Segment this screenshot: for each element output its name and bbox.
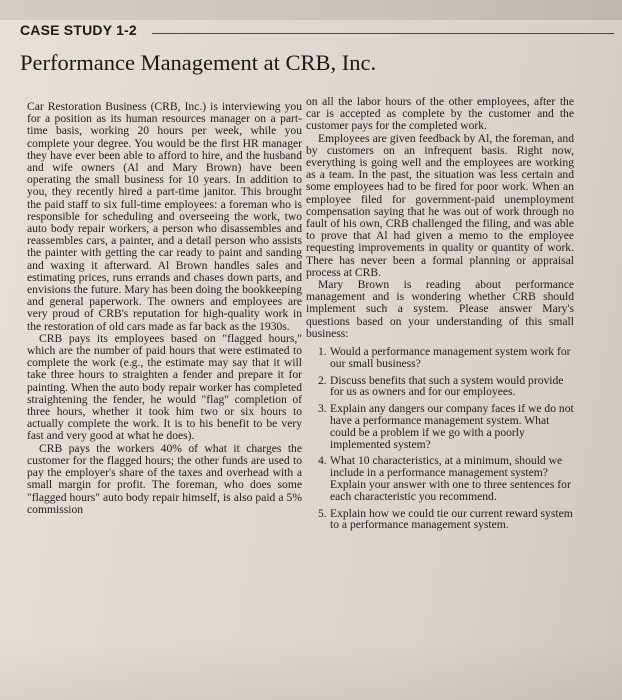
page-shadow	[0, 640, 622, 700]
intro-paragraph: Car Restoration Business (CRB, Inc.) is interviewing you for a position as its human resources manager on a part-time basis, working 20 hours per week, while you complete your degree. You would be the first HR manager they have ever been able to afford to hire, and the husband and wife owners (Al and Mary Brown) have been operating the small business for 10 years. In addition to you, they recently hired a part-time janitor. This brought the paid staff to six full-time employees: a foreman who is responsible for scheduling and overseeing the work, two auto body repair workers, a person who disassembles and reassembles cars, a painter, and a detail person who assists the painter with getting the car ready to paint and sanding and waxing it afterward. Al Brown handles sales and estimating prices, runs errands and chases down parts, and envisions the future. Mary has been doing the bookkeeping and general paperwork. The owners and employees are very proud of CRB's reputation for high-quality work in the restoration of old cars made as far back as the 1930s.	[27, 100, 302, 333]
previous-page-strip	[0, 0, 622, 20]
left-column	[27, 101, 302, 516]
case-study-label: CASE STUDY 1-2	[20, 22, 137, 38]
questions-intro-paragraph: Mary Brown is reading about performance management and is wondering whether CRB should implement such a system. Please answer Mary's questions based on your understanding of this small business:	[306, 278, 574, 340]
question-number: 1.	[318, 345, 327, 359]
question-list	[306, 346, 574, 531]
question-text: What 10 characteristics, at a minimum, should we include in a performance management system? Explain your answer with one to three sentences for each characteristic you recommend.	[330, 454, 571, 503]
question-text: Explain any dangers our company faces if we do not have a performance management system. What could be a problem if we go with a poorly implemented system?	[330, 402, 574, 451]
question-item	[306, 403, 574, 450]
question-number: 5.	[318, 506, 327, 520]
header-rule	[152, 33, 614, 34]
continued-paragraph: on all the labor hours of the other employees, after the car is accepted as complete by the customer and the customer pays for the completed work.	[306, 95, 574, 133]
question-text: Explain how we could tie our current reward system to a performance management system.	[330, 506, 573, 532]
question-number: 4.	[318, 454, 327, 468]
question-text: Would a performance management system work for our small business?	[330, 345, 571, 370]
question-number: 3.	[318, 402, 327, 416]
flagged-hours-paragraph: CRB pays its employees based on "flagged hours," which are the number of paid hours that were estimated to complete the work (e.g., the estimate may say that it will take three hours to straighten a fender and prepare it for painting. When the auto body repair worker has completed straightening the fender, he would "flag" completion of three hours, whether it took him two or six hours to actually complete the work. It is to his benefit to be very fast and very good at what he does).	[27, 331, 302, 443]
question-item	[306, 346, 574, 370]
question-item	[306, 375, 574, 399]
question-number: 2.	[318, 373, 327, 387]
pay-paragraph: CRB pays the workers 40% of what it charges the customer for the flagged hours; the other funds are used to pay the employer's share of the taxes and overhead with a small margin for profit. The foreman, who does some "flagged hours" auto body repair himself, is also paid a 5% commission	[27, 441, 302, 516]
question-text: Discuss benefits that such a system would provide for us as owners and for our employees.	[330, 373, 564, 399]
question-item	[306, 508, 574, 532]
case-study-title: Performance Management at CRB, Inc.	[20, 50, 377, 75]
question-item	[306, 455, 574, 502]
right-column	[306, 96, 574, 536]
feedback-paragraph: Employees are given feedback by Al, the foreman, and by customers on an infrequent basis. Right now, everything is going well and the employees are working as a team. In the past, the situation was less certain and some employees had to be fired for poor work. When an employee filed for government-paid unemployment compensation saying that he was out of work through no fault of his own, CRB challenged the filing, and was able to prove that Al had given a memo to the employee requesting improvements in quality or quantity of work. There has never been a formal planning or appraisal process at CRB.	[306, 131, 574, 279]
